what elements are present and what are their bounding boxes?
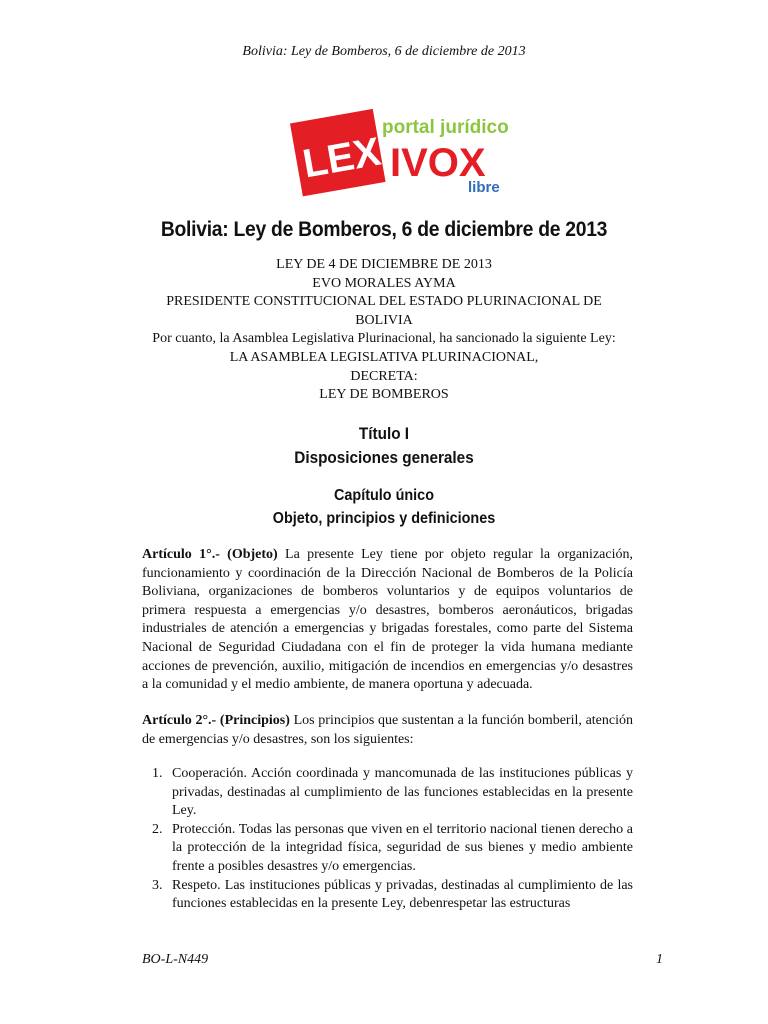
article-1-text: La presente Ley tiene por objeto regular la organización, funcionamiento y coordinación de la Dirección Nacional de Bomberos de la Policía Boliviana, organizaciones de bomberos voluntarios y de equipos voluntarios de primera respuesta a emergencias y/o desastres, bomberos aeronáuticos, brigadas industriales de atención a emergencias y brigadas forestales, como parte del Sistema Nacional de Seguridad Ciudadana con el fin de proteger la vida humana mediante acciones de prevención, auxilio, mitigación de incendios en emergencias y/o desastres a la comunidad y el medio ambiente, de manera oportuna y adecuada. — [142, 547, 633, 693]
list-item-number: 1. — [152, 766, 163, 781]
heading-disposiciones: Disposiciones generales — [294, 448, 474, 467]
article-2-text: Los principios que sustentan a la función bomberil, atención de emergencias y/o desastres, son los siguientes: — [142, 713, 633, 747]
list-item — [142, 765, 633, 821]
preamble-asamblea: LA ASAMBLEA LEGISLATIVA PLURINACIONAL, — [229, 349, 539, 365]
preamble-decreta: DECRETA: — [350, 368, 418, 384]
preamble-president-name: EVO MORALES AYMA — [312, 275, 456, 291]
list-item — [142, 821, 633, 877]
principles-list — [142, 765, 633, 914]
article-2 — [142, 712, 633, 749]
lexivox-logo — [290, 106, 520, 200]
list-item-text: Protección. Todas las personas que viven en el territorio nacional tienen derecho a la protección de la integridad física, seguridad de sus bienes y medio ambiente frente a posibles desastres y/o emergencias. — [172, 821, 633, 874]
libre-logo-text: libre — [468, 179, 500, 196]
heading-objeto: Objeto, principios y definiciones — [272, 510, 496, 527]
list-item-text: Respeto. Las instituciones públicas y privadas, destinadas al cumplimiento de las funciones establecidas en la presente Ley, debenrespetar las estructuras — [172, 877, 633, 912]
list-item-number: 3. — [152, 877, 163, 893]
running-header: Bolivia: Ley de Bomberos, 6 de diciembre de 2013 — [242, 44, 526, 59]
preamble-por-cuanto: Por cuanto, la Asamblea Legislativa Plurinacional, ha sancionado la siguiente Ley: — [152, 331, 616, 347]
heading-capitulo: Capítulo único — [333, 487, 434, 504]
lex-logo-text: LEX — [299, 129, 384, 187]
footer-page-number: 1 — [656, 952, 663, 967]
heading-titulo: Título I — [358, 424, 410, 443]
portal-logo-text: portal jurídico — [382, 117, 509, 138]
article-1-label: Artículo 1°.- (Objeto) — [142, 547, 278, 562]
preamble — [140, 256, 628, 405]
list-item-text: Cooperación. Acción coordinada y mancomunada de las instituciones públicas y privadas, destinadas al cumplimiento de las funciones establecidas en la presente Ley. — [172, 766, 633, 819]
preamble-date: LEY DE 4 DE DICIEMBRE DE 2013 — [276, 257, 492, 272]
list-item — [142, 877, 633, 914]
article-2-label: Artículo 2°.- (Principios) — [142, 713, 290, 728]
footer-doc-code: BO-L-N449 — [142, 952, 209, 967]
article-1 — [142, 546, 633, 695]
preamble-president-title: PRESIDENTE CONSTITUCIONAL DEL ESTADO PLURINACIONAL DE BOLIVIA — [166, 294, 602, 328]
list-item-number: 2. — [152, 821, 163, 837]
vox-logo-text: IVOX — [390, 141, 486, 185]
document-title: Bolivia: Ley de Bomberos, 6 de diciembre de 2013 — [160, 218, 608, 241]
preamble-law-name: LEY DE BOMBEROS — [319, 387, 449, 403]
